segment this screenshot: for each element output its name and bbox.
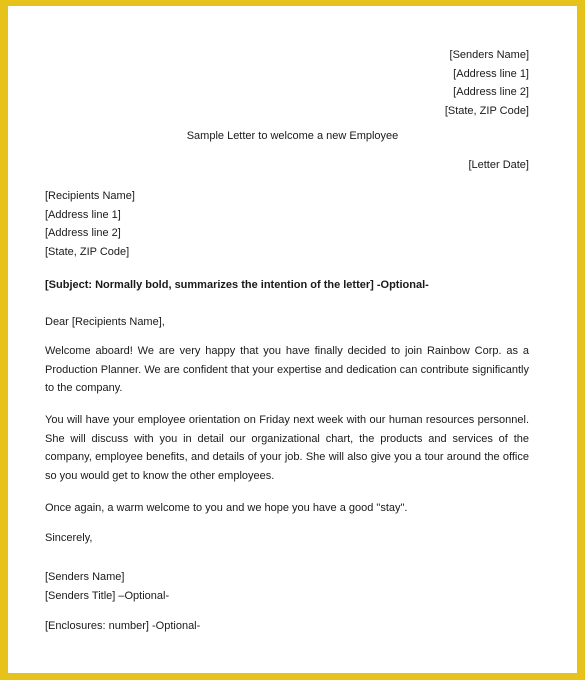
enclosures-line: [Enclosures: number] -Optional- [45,620,201,632]
letter-page [8,6,577,673]
recipient-address-line-1: [Address line 1] [45,208,121,221]
body-paragraph-1: Welcome aboard! We are very happy that you have finally decided to join Rainbow Corp. as a Production Planner. We are confident that your expertise and dedication can contribute significantly to the company. [45,345,529,394]
sender-state-zip: [State, ZIP Code] [444,104,529,117]
sender-name: [Senders Name] [449,49,529,61]
closing: Sincerely, [45,532,93,544]
signature-title: [Senders Title] –Optional- [45,589,170,602]
recipient-name: [Recipients Name] [45,190,135,202]
sender-address-block [445,46,529,120]
recipient-address-line-2: [Address line 2] [45,227,121,239]
recipient-state-zip: [State, ZIP Code] [45,245,130,258]
greeting: Dear [Recipients Name], [45,316,165,328]
body-paragraph-2: You will have your employee orientation on Friday next week with our human resources personnel. She will discuss with you in detail our organizational chart, the products and services of the company, employee benefits, and details of your job. She will also give you a tour around the office so you would get to know the other employees. [45,414,529,482]
letter-title: Sample Letter to welcome a new Employee [186,130,399,142]
recipient-address-block [45,187,135,261]
signature-name: [Senders Name] [45,571,125,583]
body-paragraph-3: Once again, a warm welcome to you and we hope you have a good "stay". [45,502,408,514]
sender-address-line-1: [Address line 1] [453,67,529,80]
letter-date: [Letter Date] [468,159,529,171]
signature-block [45,568,169,605]
subject-line: [Subject: Normally bold, summarizes the intention of the letter] -Optional- [45,279,429,291]
sender-address-line-2: [Address line 2] [453,86,529,98]
